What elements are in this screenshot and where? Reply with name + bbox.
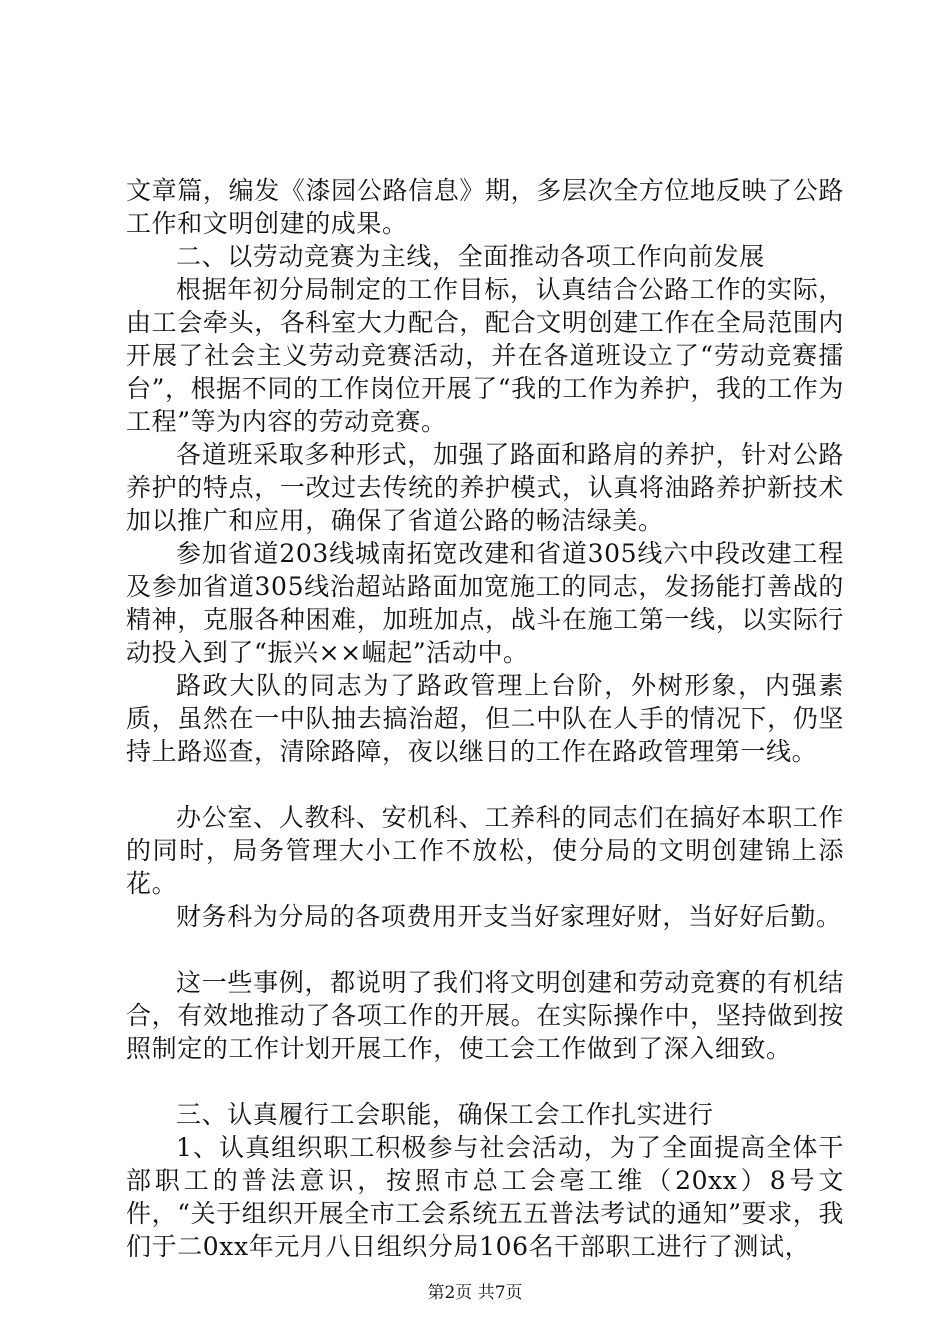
paragraph-continued: 文章篇，编发《漆园公路信息》期，多层次全方位地反映了公路工作和文明创建的成果。 [126, 176, 844, 238]
paragraph-spacer [126, 933, 844, 966]
paragraph: 路政大队的同志为了路政管理上台阶，外树形象，内强素质，虽然在一中队抽去搞治超，但二中队在人手的情况下，仍坚持上路巡查，清除路障，夜以继日的工作在路政管理第一线。 [126, 671, 844, 766]
paragraph: 办公室、人教科、安机科、工养科的同志们在搞好本职工作的同时，局务管理大小工作不放松，使分局的文明创建锦上添花。 [126, 803, 844, 898]
section-heading-2: 二、以劳动竞赛为主线，全面推动各项工作向前发展 [176, 242, 765, 271]
paragraph-spacer [126, 768, 844, 801]
paragraph: 各道班采取多种形式，加强了路面和路肩的养护，针对公路养护的特点，一改过去传统的养护模式，认真将油路养护新技术加以推广和应用，确保了省道公路的畅洁绿美。 [126, 440, 844, 535]
section-heading-3: 三、认真履行工会职能，确保工会工作扎实进行 [176, 1100, 714, 1129]
paragraph: 财务科为分局的各项费用开支当好家理好财，当好好后勤。 [176, 902, 842, 931]
document-body [126, 174, 844, 1263]
paragraph: 这一些事例，都说明了我们将文明创建和劳动竞赛的有机结合，有效地推动了各项工作的开展。在实际操作中，坚持做到按照制定的工作计划开展工作，使工会工作做到了深入细致。 [126, 968, 844, 1063]
page-number-footer: 第2页 共7页 [427, 1283, 523, 1303]
paragraph: 参加省道203线城南拓宽改建和省道305线六中段改建工程及参加省道305线治超站路面加宽施工的同志，发扬能打善战的精神，克服各种困难，加班加点，战斗在施工第一线，以实际行动投入到了“振兴××崛起”活动中。 [126, 539, 844, 667]
paragraph: 1、认真组织职工积极参与社会活动，为了全面提高全体干部职工的普法意识，按照市总工会亳工维（20xx）8号文件，“关于组织开展全市工会系统五五普法考试的通知”要求，我们于二0xx年元月八日组织分局106名干部职工进行了测试， [126, 1133, 844, 1261]
paragraph: 根据年初分局制定的工作目标，认真结合公路工作的实际，由工会牵头，各科室大力配合，配合文明创建工作在全局范围内开展了社会主义劳动竞赛活动，并在各道班设立了“劳动竞赛擂台”，根据不同的工作岗位开展了“我的工作为养护，我的工作为工程”等为内容的劳动竞赛。 [126, 275, 844, 436]
paragraph-spacer [126, 1065, 844, 1098]
